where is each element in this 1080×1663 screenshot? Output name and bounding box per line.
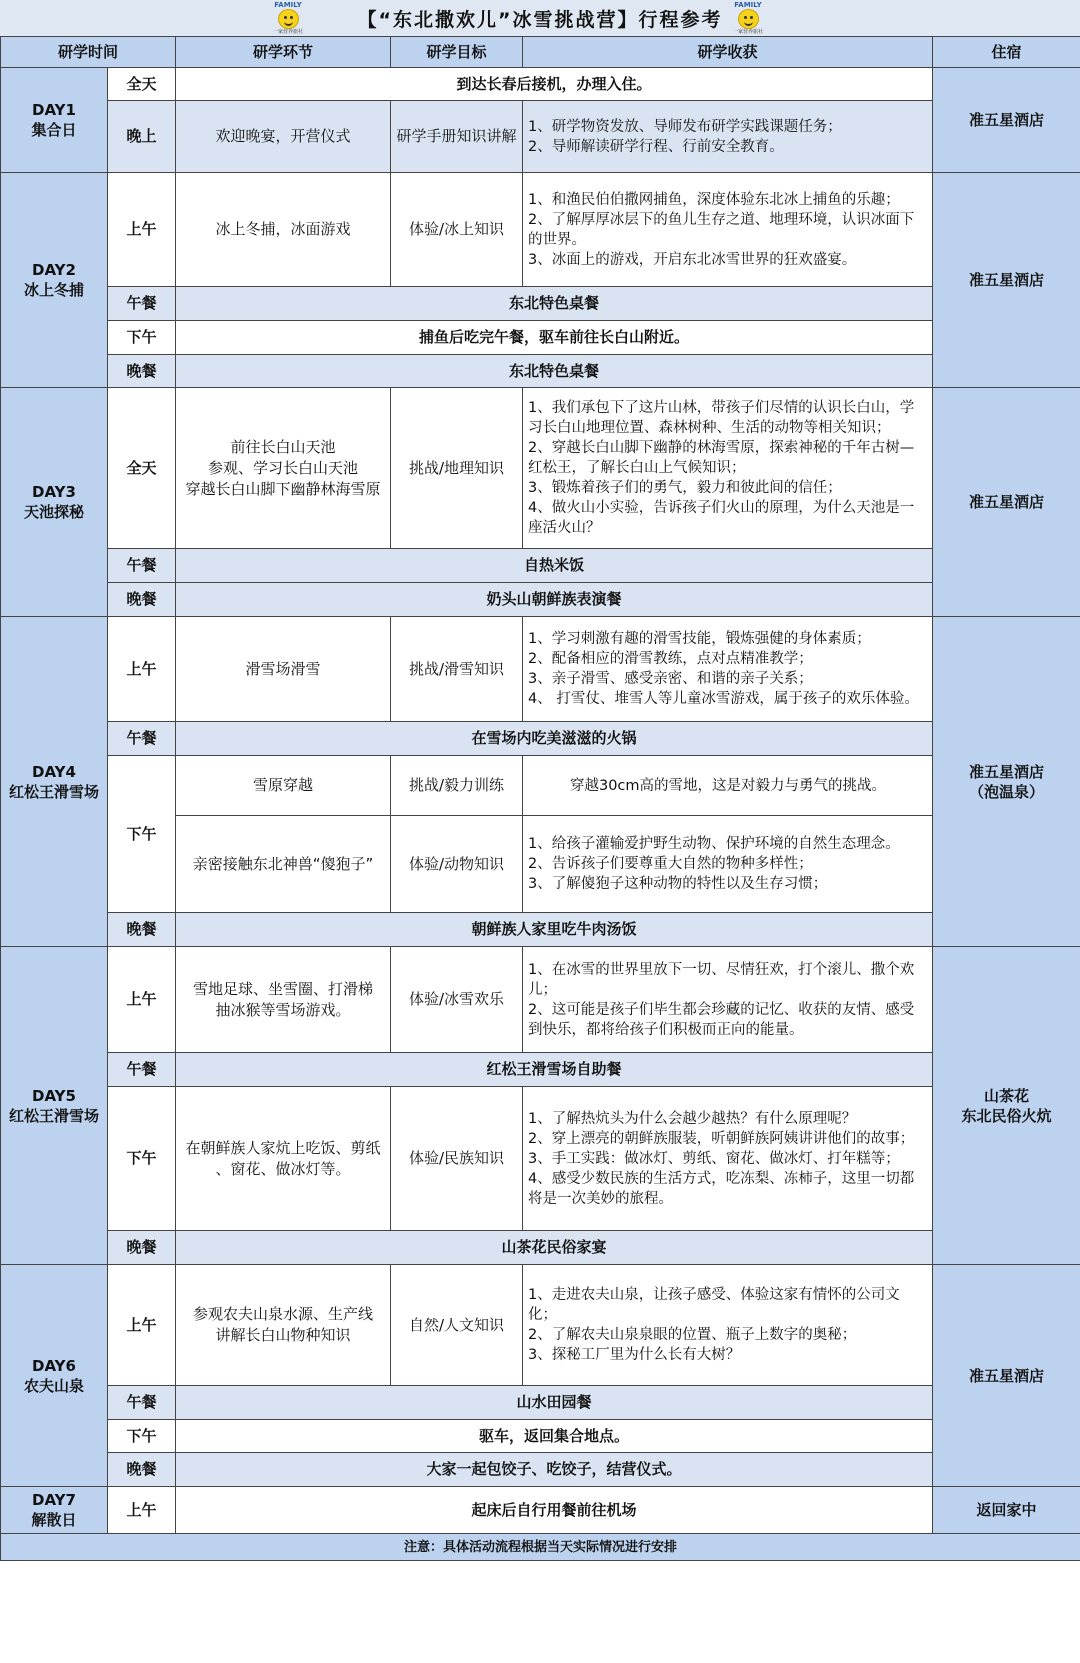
- schedule-detail: 朝鲜族人家里吃牛肉汤饭: [176, 913, 933, 947]
- gain-line: 1、在冰雪的世界里放下一切、尽情狂欢，打个滚儿、撒个欢儿；: [528, 961, 915, 998]
- table-row: [1, 947, 1080, 1053]
- day-label: DAY3 天池探秘: [1, 388, 108, 617]
- gain-cell: [523, 1087, 933, 1231]
- accommodation: 准五星酒店: [933, 1265, 1080, 1487]
- gain-line: 1、和渔民伯伯撒网捕鱼，深度体验东北冰上捕鱼的乐趣；: [528, 191, 900, 208]
- activity-cell: 雪地足球、坐雪圈、打滑梯 抽冰猴等雪场游戏。: [176, 947, 391, 1053]
- schedule-detail: 驱车，返回集合地点。: [176, 1420, 933, 1453]
- time-slot: 午餐: [108, 549, 176, 583]
- table-row: [1, 1087, 1080, 1231]
- accommodation: 准五星酒店 （泡温泉）: [933, 617, 1080, 947]
- schedule-detail: 自热米饭: [176, 549, 933, 583]
- logo-sub: 一家营养旅社: [272, 29, 303, 35]
- time-slot: 下午: [108, 1420, 176, 1453]
- time-slot: 上午: [108, 617, 176, 722]
- gain-line: 1、走进农夫山泉，让孩子感受、体验这家有情怀的公司文化；: [528, 1287, 900, 1323]
- time-slot: 上午: [108, 947, 176, 1053]
- time-slot: 午餐: [108, 1386, 176, 1420]
- goal-cell: 挑战/毅力训练: [391, 756, 523, 816]
- goal-cell: 挑战/地理知识: [391, 388, 523, 549]
- goal-cell: 体验/动物知识: [391, 816, 523, 913]
- gain-line: 2、穿上漂亮的朝鲜族服装，听朝鲜族阿姨讲讲他们的故事；: [528, 1130, 915, 1147]
- smiley-logo-icon: [738, 9, 759, 29]
- gain-cell: [523, 617, 933, 722]
- day-label: DAY4 红松王滑雪场: [1, 617, 108, 947]
- time-slot: 下午: [108, 321, 176, 355]
- family-logo-right: [722, 1, 774, 35]
- page-title: 【“东北撒欢儿”冰雪挑战营】行程参考: [357, 8, 723, 31]
- activity-cell: 在朝鲜族人家炕上吃饭、剪纸 、窗花、做冰灯等。: [176, 1087, 391, 1231]
- gain-cell: [523, 816, 933, 913]
- gain-line: 3、手工实践：做冰灯、剪纸、窗花、做冰灯、打年糕等；: [528, 1150, 900, 1167]
- logo-sub: 一家营养旅社: [732, 29, 763, 35]
- schedule-detail: 山水田园餐: [176, 1386, 933, 1420]
- day-label: DAY5 红松王滑雪场: [1, 947, 108, 1265]
- goal-cell: 体验/冰上知识: [391, 173, 523, 287]
- gain-line: 穿越30cm高的雪地，这是对毅力与勇气的挑战。: [569, 777, 887, 794]
- time-slot: 全天: [108, 388, 176, 549]
- time-slot: 全天: [108, 68, 176, 101]
- accommodation: 准五星酒店: [933, 68, 1080, 173]
- gain-line: 1、学习刺激有趣的滑雪技能，锻炼强健的身体素质；: [528, 631, 871, 647]
- table-row: [1, 722, 1080, 756]
- time-slot: 午餐: [108, 287, 176, 321]
- gain-line: 1、研学物资发放、导师发布研学实践课题任务；: [528, 118, 842, 135]
- gain-line: 3、探秘工厂里为什么长有大树？: [528, 1347, 741, 1363]
- schedule-detail: 红松王滑雪场自助餐: [176, 1053, 933, 1087]
- itinerary-table: [0, 36, 1080, 1561]
- goal-cell: 研学手册知识讲解: [391, 101, 523, 173]
- schedule-detail: 大家一起包饺子、吃饺子，结营仪式。: [176, 1453, 933, 1487]
- activity-cell: 亲密接触东北神兽“傻狍子”: [176, 816, 391, 913]
- time-slot: 晚餐: [108, 583, 176, 617]
- schedule-detail: 东北特色桌餐: [176, 355, 933, 388]
- family-logo-left: [262, 1, 314, 35]
- time-slot: 上午: [108, 1487, 176, 1534]
- header-stay: 住宿: [933, 37, 1080, 68]
- gain-line: 4、感受少数民族的生活方式，吃冻梨、冻柿子，这里一切都将是一次美妙的旅程。: [528, 1170, 915, 1207]
- header-gain: 研学收获: [523, 37, 933, 68]
- table-row: [1, 756, 1080, 816]
- time-slot: 下午: [108, 1087, 176, 1231]
- schedule-detail: 起床后自行用餐前往机场: [176, 1487, 933, 1534]
- time-slot: 晚餐: [108, 913, 176, 947]
- table-row: [1, 68, 1080, 101]
- gain-line: 3、了解傻狍子这种动物的特性以及生存习惯；: [528, 876, 828, 892]
- gain-line: 2、这可能是孩子们毕生都会珍藏的记忆、收获的友情、感受到快乐，都将给孩子们积极而正向的能量。: [528, 1001, 915, 1038]
- schedule-detail: 到达长春后接机，办理入住。: [176, 68, 933, 101]
- table-row: [1, 355, 1080, 388]
- logo-tag: FAMILY: [274, 1, 302, 9]
- day-label: DAY2 冰上冬捕: [1, 173, 108, 388]
- table-row: [1, 287, 1080, 321]
- activity-cell: 欢迎晚宴，开营仪式: [176, 101, 391, 173]
- table-row: [1, 101, 1080, 173]
- table-row: [1, 617, 1080, 722]
- time-slot: 午餐: [108, 1053, 176, 1087]
- time-slot: 午餐: [108, 722, 176, 756]
- activity-cell: 参观农夫山泉水源、生产线 讲解长白山物种知识: [176, 1265, 391, 1386]
- time-slot: 晚上: [108, 101, 176, 173]
- time-slot: 上午: [108, 173, 176, 287]
- table-row: [1, 1231, 1080, 1265]
- time-slot: 上午: [108, 1265, 176, 1386]
- schedule-detail: 东北特色桌餐: [176, 287, 933, 321]
- gain-line: 2、导师解读研学行程、行前安全教育。: [528, 138, 784, 155]
- gain-line: 2、配备相应的滑雪教练，点对点精准教学；: [528, 651, 813, 667]
- table-row: [1, 321, 1080, 355]
- activity-cell: 雪原穿越: [176, 756, 391, 816]
- smiley-logo-icon: [278, 9, 299, 29]
- table-row: [1, 583, 1080, 617]
- table-row: [1, 1053, 1080, 1087]
- header-goal: 研学目标: [391, 37, 523, 68]
- gain-cell: [523, 1265, 933, 1386]
- time-slot: 晚餐: [108, 1231, 176, 1265]
- activity-cell: 前往长白山天池 参观、学习长白山天池 穿越长白山脚下幽静林海雪原: [176, 388, 391, 549]
- table-row: [1, 1487, 1080, 1534]
- gain-cell: [523, 101, 933, 173]
- activity-cell: 滑雪场滑雪: [176, 617, 391, 722]
- gain-line: 3、锻炼着孩子们的勇气，毅力和彼此间的信任；: [528, 480, 842, 496]
- goal-cell: 自然/人文知识: [391, 1265, 523, 1386]
- day-label: DAY7 解散日: [1, 1487, 108, 1534]
- gain-cell: [523, 388, 933, 549]
- gain-line: 3、冰面上的游戏，开启东北冰雪世界的狂欢盛宴。: [528, 251, 857, 268]
- gain-line: 2、了解厚厚冰层下的鱼儿生存之道、地理环境，认识冰面下的世界。: [528, 211, 915, 248]
- header-row: [1, 37, 1080, 68]
- schedule-detail: 捕鱼后吃完午餐，驱车前往长白山附近。: [176, 321, 933, 355]
- gain-line: 2、告诉孩子们要尊重大自然的物种多样性；: [528, 856, 813, 872]
- gain-cell: [523, 756, 933, 816]
- gain-cell: [523, 173, 933, 287]
- table-row: [1, 388, 1080, 549]
- note-text: 注意：具体活动流程根据当天实际情况进行安排: [1, 1534, 1080, 1561]
- table-row: [1, 913, 1080, 947]
- gain-cell: [523, 947, 933, 1053]
- schedule-detail: 在雪场内吃美滋滋的火锅: [176, 722, 933, 756]
- time-slot: 晚餐: [108, 355, 176, 388]
- gain-line: 1、给孩子灌输爱护野生动物、保护环境的自然生态理念。: [528, 836, 900, 852]
- table-row: [1, 1265, 1080, 1386]
- accommodation: 返回家中: [933, 1487, 1080, 1534]
- table-row: [1, 1420, 1080, 1453]
- goal-cell: 体验/民族知识: [391, 1087, 523, 1231]
- activity-cell: 冰上冬捕，冰面游戏: [176, 173, 391, 287]
- day-label: DAY6 农夫山泉: [1, 1265, 108, 1487]
- accommodation: 准五星酒店: [933, 173, 1080, 388]
- note-row: [1, 1534, 1080, 1561]
- goal-cell: 挑战/滑雪知识: [391, 617, 523, 722]
- table-row: [1, 173, 1080, 287]
- gain-line: 2、了解农夫山泉泉眼的位置、瓶子上数字的奥秘；: [528, 1327, 857, 1343]
- header-time: 研学时间: [1, 37, 176, 68]
- gain-line: 2、穿越长白山脚下幽静的林海雪原，探索神秘的千年古树—红松王，了解长白山上气候知识；: [528, 440, 915, 476]
- itinerary-body: [1, 68, 1080, 1534]
- gain-line: 4、做火山小实验，告诉孩子们火山的原理，为什么天池是一座活火山？: [528, 500, 915, 536]
- logo-tag: FAMILY: [734, 1, 762, 9]
- table-row: [1, 1453, 1080, 1487]
- accommodation: 山茶花 东北民俗火炕: [933, 947, 1080, 1265]
- time-slot: 下午: [108, 756, 176, 913]
- time-slot: 晚餐: [108, 1453, 176, 1487]
- goal-cell: 体验/冰雪欢乐: [391, 947, 523, 1053]
- accommodation: 准五星酒店: [933, 388, 1080, 617]
- title-bar: [0, 0, 1080, 37]
- gain-line: 3、亲子滑雪、感受亲密、和谐的亲子关系；: [528, 671, 813, 687]
- gain-line: 4、 打雪仗、堆雪人等儿童冰雪游戏，属于孩子的欢乐体验。: [528, 691, 919, 707]
- header-activity: 研学环节: [176, 37, 391, 68]
- table-row: [1, 549, 1080, 583]
- gain-line: 1、了解热炕头为什么会越少越热？有什么原理呢？: [528, 1110, 857, 1127]
- table-row: [1, 1386, 1080, 1420]
- gain-line: 1、我们承包下了这片山林，带孩子们尽情的认识长白山，学习长白山地理位置、森林树种、生活的动物等相关知识；: [528, 400, 915, 436]
- schedule-detail: 奶头山朝鲜族表演餐: [176, 583, 933, 617]
- day-label: DAY1 集合日: [1, 68, 108, 173]
- schedule-detail: 山茶花民俗家宴: [176, 1231, 933, 1265]
